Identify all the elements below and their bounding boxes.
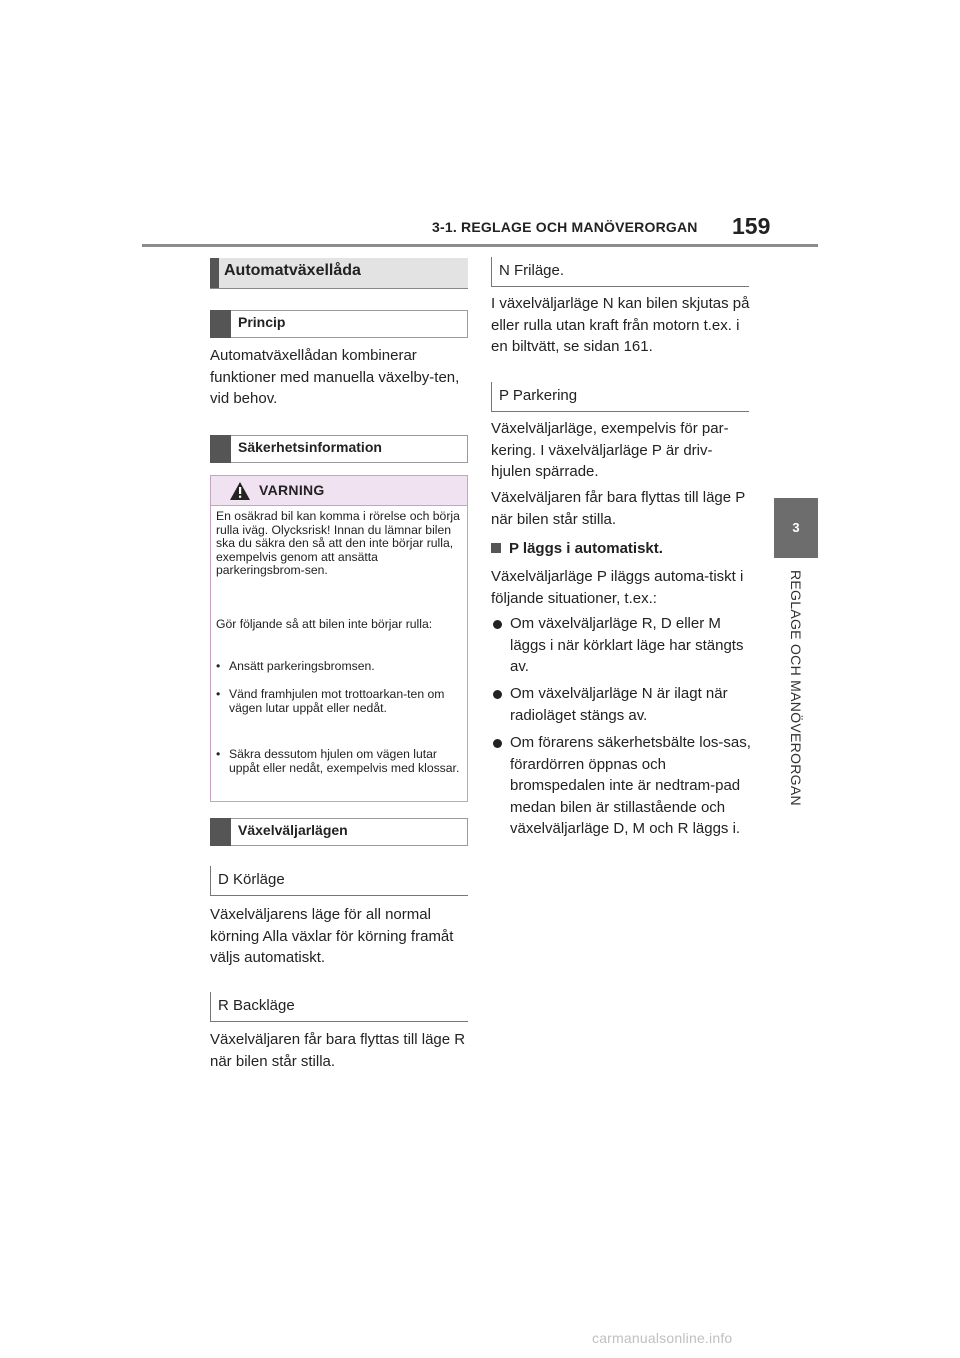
auto-p-bullet (491, 683, 753, 726)
chapter-tab: 3 (774, 498, 818, 558)
header-divider (142, 244, 818, 247)
bullet-dot-icon (493, 620, 502, 629)
warning-paragraph: Gör följande så att bilen inte börjar rulla: (216, 617, 433, 631)
mode-n-heading (491, 257, 749, 287)
principle-heading (210, 310, 468, 338)
mode-d-heading (210, 866, 468, 896)
bullet-dot-icon (493, 690, 502, 699)
chapter-title-vertical (786, 570, 806, 820)
principle-text: Automatväxellådan kombinerar funktioner med manuella växelby-ten, vid behov. (210, 347, 460, 407)
auto-p-bullet-text: Om växelväljarläge R, D eller M läggs i när körklart läge har stängts av. (510, 615, 744, 675)
mode-n-text: I växelväljarläge N kan bilen skjutas på eller rulla utan kraft från motorn t.ex. i en biltvätt, se sidan 161. (491, 295, 750, 355)
auto-p-bullet-text: Om förarens säkerhetsbälte los-sas, förardörren öppnas och bromspedalen inte är nedtram-pad medan bilen är stillastående och växelväljarläge D, M och R läggs i. (510, 734, 751, 837)
warning-header (211, 476, 467, 506)
principle-heading-text: Princip (238, 314, 286, 330)
mode-p-text: Växelväljaren får bara flyttas till läge P när bilen står stilla. (491, 489, 746, 528)
main-heading (210, 258, 468, 289)
heading-bar (210, 818, 231, 846)
heading-bar (210, 310, 231, 338)
warning-box (210, 475, 468, 802)
auto-p-bullet (491, 613, 753, 678)
section-title: 3-1. REGLAGE OCH MANÖVERORGAN (432, 219, 698, 235)
heading-bar (210, 258, 219, 288)
mode-d-text: Växelväljarens läge för all normal körning Alla växlar för körning framåt väljs automatiskt. (210, 906, 454, 966)
mode-p-label: P Parkering (499, 387, 578, 404)
chapter-title-text: REGLAGE OCH MANÖVERORGAN (788, 570, 804, 806)
mode-p-text: Växelväljarläge, exempelvis för par-kering. I växelväljarläge P är driv-hjulen spärrade. (491, 420, 729, 480)
mode-r-label: R Backläge (218, 997, 295, 1014)
mode-r-text: Växelväljaren får bara flyttas till läge R när bilen står stilla. (210, 1031, 466, 1070)
warning-bullet: • Vänd framhjulen mot trottoarkan-ten om vägen lutar uppåt eller nedåt. (216, 688, 462, 715)
selector-positions-heading-text: Växelväljarlägen (238, 822, 348, 838)
auto-p-bullet (491, 732, 753, 840)
heading-bar (210, 435, 231, 463)
warning-paragraph: En osäkrad bil kan komma i rörelse och börja rulla iväg. Olycksrisk! Innan du lämnar bilen ska du säkra den så att den inte börjar rulla, exempelvis genom att ansätta parkeringsbrom-sen. (216, 509, 460, 577)
page-number: 159 (732, 213, 771, 239)
square-bullet-icon (491, 543, 501, 553)
safety-heading-text: Säkerhetsinformation (238, 439, 382, 455)
mode-r-heading (210, 992, 468, 1022)
mode-n-label: N Friläge. (499, 262, 565, 279)
watermark: carmanualsonline.info (592, 1330, 733, 1346)
warning-title: VARNING (259, 482, 325, 498)
main-heading-text: Automatväxellåda (224, 262, 361, 279)
mode-p-heading (491, 382, 749, 412)
warning-bullet: • Säkra dessutom hjulen om vägen lutar uppåt eller nedåt, exempelvis med klossar. (216, 748, 462, 775)
selector-positions-heading (210, 818, 468, 846)
auto-p-bullet-text: Om växelväljarläge N är ilagt när radioläget stängs av. (510, 685, 728, 724)
safety-heading (210, 435, 468, 463)
auto-p-heading (491, 540, 663, 557)
warning-triangle-icon (229, 481, 251, 501)
mode-d-label: D Körläge (218, 871, 285, 888)
bullet-dot-icon (493, 739, 502, 748)
auto-p-intro: Växelväljarläge P iläggs automa-tiskt i följande situationer, t.ex.: (491, 568, 744, 607)
warning-bullet: • Ansätt parkeringsbromsen. (216, 660, 462, 674)
auto-p-heading-text: P läggs i automatiskt. (509, 540, 663, 557)
